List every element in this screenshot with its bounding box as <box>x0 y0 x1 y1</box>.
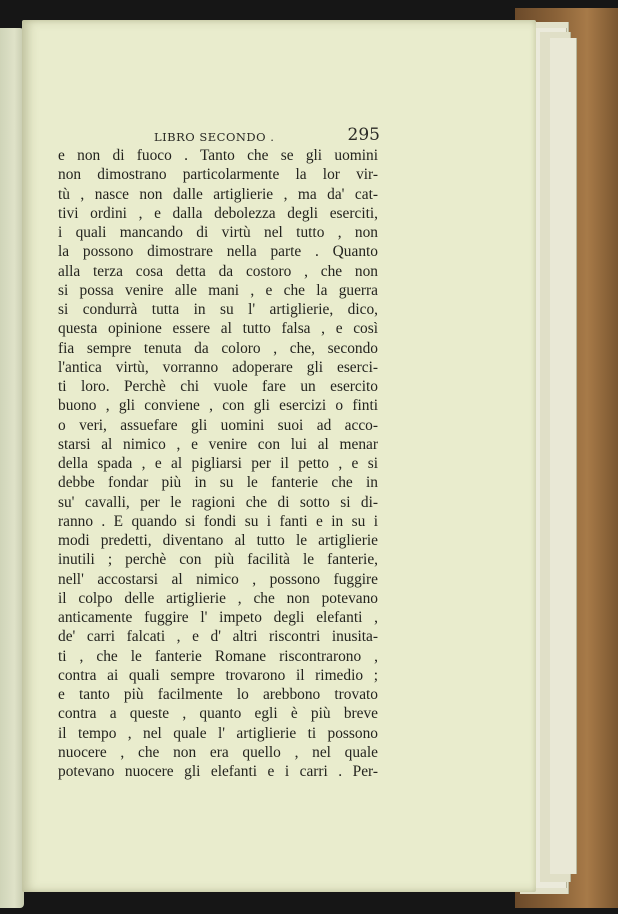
text-line: modi predetti, diventano al tutto le artiglierie <box>58 532 378 549</box>
text-line: o veri, assuefare gli uomini suoi ad acco- <box>58 416 378 434</box>
text-line: contra ai quali sempre trovarono il rimedio ; <box>58 666 378 684</box>
text-line: anticamente fuggire l' impeto degli elefanti , <box>58 609 378 626</box>
text-line: l'antica virtù, vorranno adoperare gli eserci- <box>58 358 378 376</box>
text-line: potevano nuocere gli elefanti e i carri . Per- <box>58 763 378 780</box>
facing-page-edge <box>0 28 24 908</box>
running-title: LIBRO SECONDO . <box>154 130 275 144</box>
text-line: tivi ordini , e dalla debolezza degli eserciti, <box>58 204 378 222</box>
text-line: fia sempre tenuta da coloro , che, secondo <box>58 339 378 357</box>
text-line: alla terza cosa detta da costoro , che non <box>58 262 378 280</box>
text-line: non dimostrano particolarmente la lor vir- <box>58 166 378 184</box>
text-line: ti , che le fanterie Romane riscontrarono , <box>58 647 378 665</box>
text-line: su' cavalli, per le ragioni che di sotto si di- <box>58 493 378 511</box>
text-line: nell' accostarsi al nimico , possono fuggire <box>58 570 378 588</box>
text-line: e tanto più facilmente lo arebbono trovato <box>58 686 378 703</box>
text-line: de' carri falcati , e d' altri riscontri inusita- <box>58 628 378 646</box>
body-text <box>58 146 378 781</box>
text-line: starsi al nimico , e venire con lui al menar <box>58 435 378 453</box>
page-number: 295 <box>347 125 380 145</box>
text-line: la possono dimostrare nella parte . Quanto <box>58 243 378 261</box>
text-line: ti loro. Perchè chi vuole fare un esercito <box>58 378 378 395</box>
text-line: buono , gli conviene , con gli esercizi o finti <box>58 397 378 415</box>
text-line: contra a queste , quanto egli è più breve <box>58 705 378 723</box>
text-line: si possa venire alle mani , e che la guerra <box>58 281 378 299</box>
text-line: il colpo delle artiglierie , che non potevano <box>58 589 378 607</box>
running-header <box>154 126 380 146</box>
text-line: ranno . E quando si fondi su i fanti e in su i <box>58 512 378 530</box>
text-line: debbe fondar più in su le fanterie che in <box>58 474 378 492</box>
text-line: i quali mancando di virtù nel tutto , non <box>58 224 378 241</box>
text-line: e non di fuoco . Tanto che se gli uomini <box>58 147 378 164</box>
text-line: il tempo , nel quale l' artiglierie ti possono <box>58 724 378 742</box>
text-line: della spada , e al pigliarsi per il petto , e si <box>58 455 378 472</box>
text-line: nuocere , che non era quello , nel quale <box>58 743 378 761</box>
page-stack-edge <box>550 38 577 874</box>
text-line: si condurrà tutta in su l' artiglierie, dico, <box>58 301 378 318</box>
text-line: questa opinione essere al tutto falsa , e così <box>58 320 378 338</box>
text-line: tù , nasce non dalle artiglierie , ma da' cat- <box>58 185 378 203</box>
text-line: inutili ; perchè con più facilità le fanterie, <box>58 551 378 569</box>
